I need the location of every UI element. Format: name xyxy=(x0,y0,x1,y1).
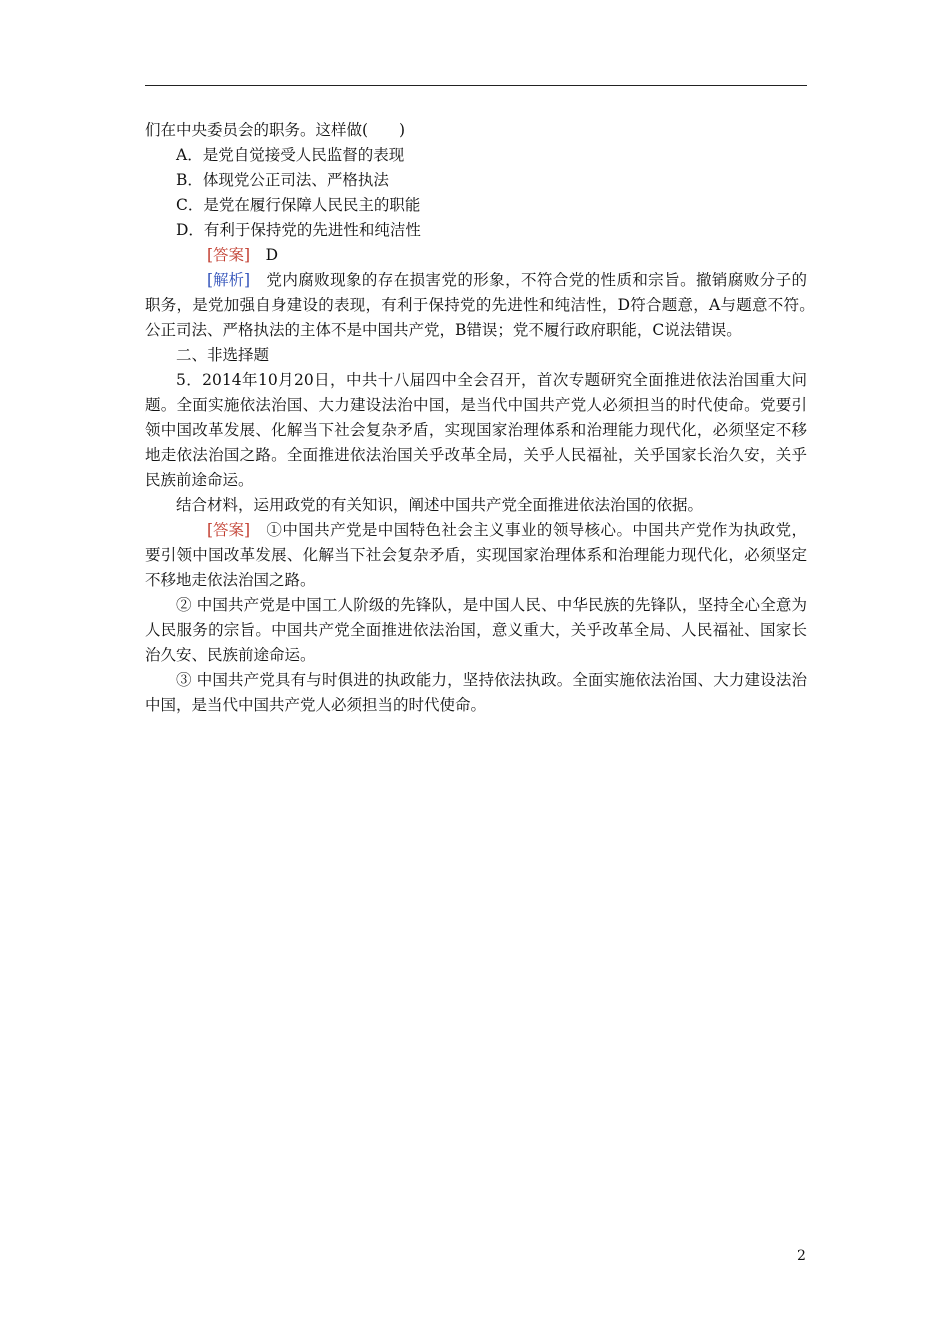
option-a: A．是党自觉接受人民监督的表现 xyxy=(176,146,405,164)
question-5: 5．2014年10月20日，中共十八届四中全会召开，首次专题研究全面推进依法治国重大问题。全面实施依法治国、大力建设法治中国，是当代中国共产党人必须担当的时代使命。党要引领中国改革发展、化解当下社会复杂矛盾，实现国家治理体系和治理能力现代化，必须坚定不移地走依法治国之路。全面推进依法治国关乎改革全局，关乎人民福祉，关乎国家长治久安，关乎民族前途命运。 xyxy=(145,371,807,489)
analysis-tag: [解析] xyxy=(207,271,251,289)
analysis-text: 党内腐败现象的存在损害党的形象，不符合党的性质和宗旨。撤销腐败分子的职务，是党加强自身建设的表现，有利于保持党的先进性和纯洁性，D符合题意，A与题意不符。 公正司法、严格执法的主体不是中国共产党，B错误；党不履行政府职能，C说法错误。 xyxy=(145,271,823,339)
answer-point-3: ③ 中国共产党具有与时俱进的执政能力，坚持依法执政。全面实施依法治国、大力建设法治中国，是当代中国共产党人必须担当的时代使命。 xyxy=(145,671,807,714)
question-5-prompt: 结合材料，运用政党的有关知识，阐述中国共产党全面推进依法治国的依据。 xyxy=(176,496,704,514)
header-rule xyxy=(145,85,807,86)
answer-point-2: ② 中国共产党是中国工人阶级的先锋队，是中国人民、中华民族的先锋队，坚持全心全意为人民服务的宗旨。中国共产党全面推进依法治国，意义重大，关乎改革全局、人民福祉、国家长治久安、民族前途命运。 xyxy=(145,596,807,664)
option-c: C．是党在履行保障人民民主的职能 xyxy=(176,196,421,214)
answer-tag: [答案] xyxy=(207,246,251,264)
section-heading: 二、非选择题 xyxy=(176,346,270,364)
analysis-paragraph xyxy=(145,268,823,343)
option-b: B．体现党公正司法、严格执法 xyxy=(176,171,389,189)
question-fragment: 们在中央委员会的职务。这样做( ) xyxy=(145,121,406,139)
answer-text: D xyxy=(250,246,279,264)
answer-2-tag: [答案] xyxy=(207,521,251,539)
page-number: 2 xyxy=(797,1248,806,1264)
answer-2-text: ①中国共产党是中国特色社会主义事业的领导核心。中国共产党作为执政党，要引领中国改革发展、化解当下社会复杂矛盾，实现国家治理体系和治理能力现代化，必须坚定不移地走依法治国之路。 xyxy=(145,521,807,589)
answer-line xyxy=(145,243,807,268)
page-content xyxy=(145,118,823,718)
option-d: D．有利于保持党的先进性和纯洁性 xyxy=(176,221,421,239)
answer-2-paragraph xyxy=(145,518,807,593)
